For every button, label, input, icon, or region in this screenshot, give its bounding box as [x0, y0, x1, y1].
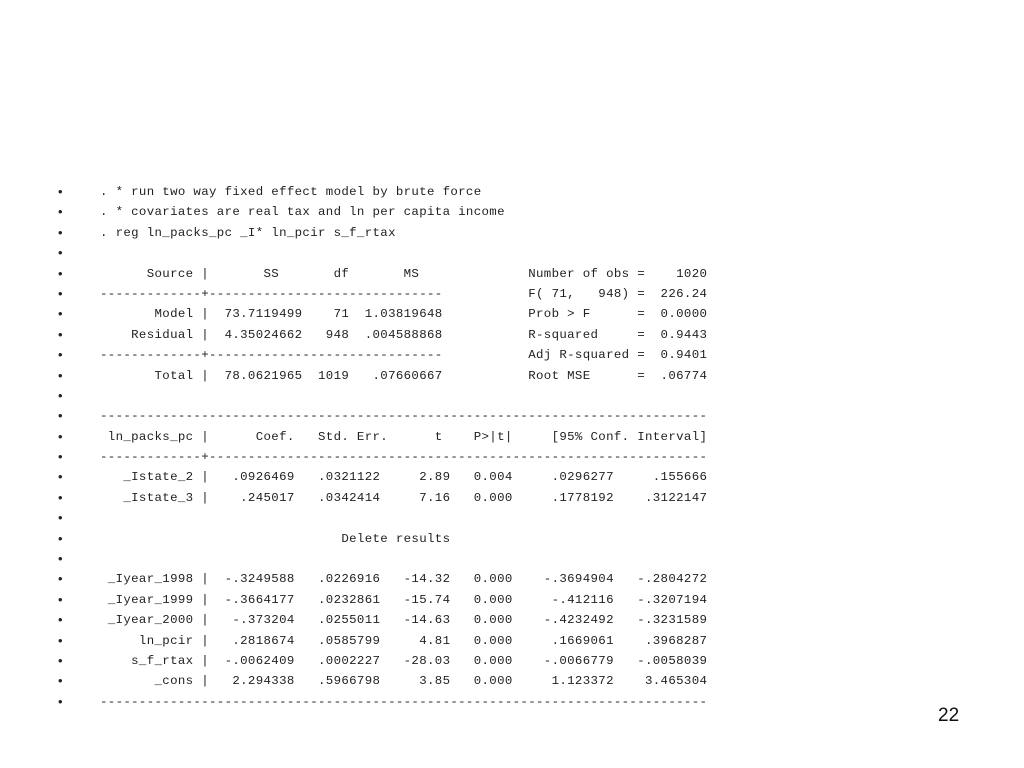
bullet-icon: • — [58, 347, 63, 363]
bullet-line — [58, 610, 798, 630]
bullet-icon: • — [58, 449, 63, 465]
coef-row: _Iyear_1998 | -.3249588 .0226916 -14.32 0.000 -.3694904 -.2804272 — [100, 572, 708, 587]
bullet-line — [58, 325, 798, 345]
coef-table-rule: ------------------------------------------------------------------------------ — [100, 694, 708, 709]
coef-row: _Istate_3 | .245017 .0342414 7.16 0.000 .1778192 .3122147 — [100, 490, 708, 505]
coef-row: _cons | 2.294338 .5966798 3.85 0.000 1.123372 3.465304 — [100, 674, 708, 689]
bullet-line — [58, 427, 798, 447]
bullet-icon: • — [58, 469, 63, 485]
bullet-icon: • — [58, 612, 63, 628]
bullet-line — [58, 406, 798, 426]
bullet-line — [58, 386, 798, 406]
bullet-icon: • — [58, 428, 63, 444]
bullet-icon: • — [58, 408, 63, 424]
anova-residual-row: Residual | 4.35024662 948 .004588868 R-squared = 0.9443 — [100, 327, 708, 342]
bullet-line — [58, 467, 798, 487]
coef-row: _Iyear_1999 | -.3664177 .0232861 -15.74 0.000 -.412116 -.3207194 — [100, 592, 708, 607]
bullet-icon: • — [58, 387, 63, 403]
bullet-icon: • — [58, 652, 63, 668]
bullet-icon: • — [58, 224, 63, 240]
bullet-line — [58, 223, 798, 243]
bullet-line — [58, 671, 798, 691]
bullet-line — [58, 488, 798, 508]
bullet-line — [58, 182, 798, 202]
anova-separator-row: -------------+------------------------------ F( 71, 948) = 226.24 — [100, 286, 708, 301]
bullet-icon: • — [58, 184, 63, 199]
bullet-line — [58, 304, 798, 324]
delete-results-note: Delete results — [100, 531, 451, 546]
bullet-icon: • — [58, 326, 63, 342]
bullet-line — [58, 569, 798, 589]
bullet-line — [58, 284, 798, 304]
bullet-icon: • — [58, 204, 63, 220]
bullet-icon: • — [58, 489, 63, 505]
coef-row: ln_pcir | .2818674 .0585799 4.81 0.000 .1669061 .3968287 — [100, 633, 708, 648]
bullet-icon: • — [58, 693, 63, 709]
stata-output-bullet-list — [58, 182, 798, 712]
bullet-line — [58, 366, 798, 386]
coef-row: _Istate_2 | .0926469 .0321122 2.89 0.004 .0296277 .155666 — [100, 470, 708, 485]
coef-row: s_f_rtax | -.0062409 .0002227 -28.03 0.000 -.0066779 -.0058039 — [100, 653, 708, 668]
bullet-icon: • — [58, 571, 63, 587]
bullet-line — [58, 202, 798, 222]
bullet-icon: • — [58, 285, 63, 301]
bullet-line — [58, 692, 798, 712]
anova-total-row: Total | 78.0621965 1019 .07660667 Root MSE = .06774 — [100, 368, 708, 383]
regression-command-line: . reg ln_packs_pc _I* ln_pcir s_f_rtax — [100, 225, 396, 240]
bullet-line — [58, 651, 798, 671]
bullet-line — [58, 345, 798, 365]
anova-model-row: Model | 73.7119499 71 1.03819648 Prob > F = 0.0000 — [100, 307, 708, 322]
bullet-icon: • — [58, 632, 63, 648]
command-comment-line: . * run two way fixed effect model by brute force — [100, 185, 482, 199]
command-comment-line: . * covariates are real tax and ln per capita income — [100, 205, 505, 220]
bullet-icon: • — [58, 510, 63, 526]
bullet-line — [58, 447, 798, 467]
bullet-icon: • — [58, 306, 63, 322]
bullet-icon: • — [58, 367, 63, 383]
coef-table-header: ln_packs_pc | Coef. Std. Err. t P>|t| [95% Conf. Interval] — [100, 429, 708, 444]
coef-row: _Iyear_2000 | -.373204 .0255011 -14.63 0.000 -.4232492 -.3231589 — [100, 613, 708, 628]
bullet-line — [58, 264, 798, 284]
bullet-icon: • — [58, 673, 63, 689]
bullet-line — [58, 508, 798, 528]
coef-table-rule: ------------------------------------------------------------------------------ — [100, 409, 708, 424]
coef-table-separator: -------------+---------------------------------------------------------------- — [100, 450, 708, 465]
bullet-line — [58, 590, 798, 610]
anova-separator-row: -------------+------------------------------ Adj R-squared = 0.9401 — [100, 348, 708, 363]
bullet-icon: • — [58, 591, 63, 607]
bullet-icon: • — [58, 245, 63, 261]
bullet-icon: • — [58, 265, 63, 281]
bullet-icon: • — [58, 551, 63, 567]
page-number: 22 — [938, 705, 960, 726]
bullet-line — [58, 549, 798, 569]
bullet-line — [58, 529, 798, 549]
bullet-line — [58, 631, 798, 651]
bullet-icon: • — [58, 530, 63, 546]
bullet-line — [58, 243, 798, 263]
anova-header-row: Source | SS df MS Number of obs = 1020 — [100, 266, 708, 281]
